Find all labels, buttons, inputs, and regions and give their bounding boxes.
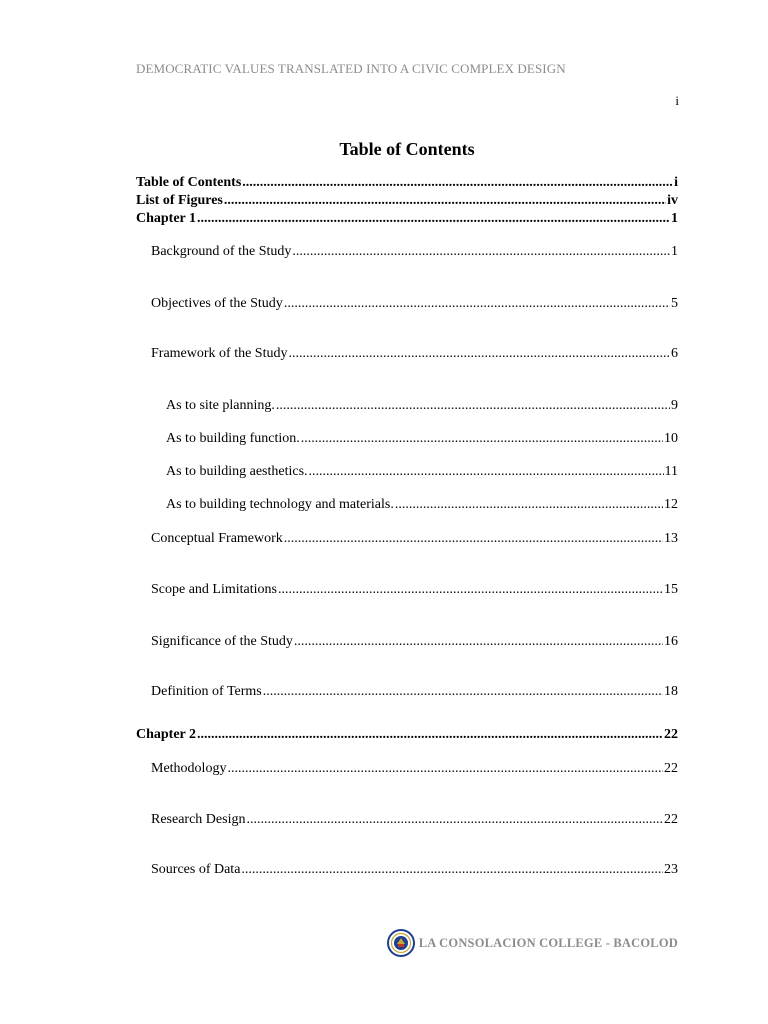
- toc-entry-scope-and-limitations[interactable]: [136, 582, 678, 600]
- toc-entry-chapter-2[interactable]: [136, 727, 678, 745]
- toc-entry-chapter-1[interactable]: [136, 211, 678, 229]
- toc-entry-definition-of-terms[interactable]: [136, 684, 678, 702]
- toc-entry-page: 22: [664, 761, 678, 776]
- toc-leader-dots: [241, 862, 663, 878]
- toc-entry-page: 23: [664, 862, 678, 877]
- toc-leader-dots: [276, 398, 670, 414]
- toc-entry-label: Background of the Study: [151, 244, 292, 259]
- toc-leader-dots: [227, 761, 663, 777]
- toc-leader-dots: [224, 193, 666, 209]
- toc-entry-label: As to building function.: [166, 431, 300, 446]
- toc-entry-objectives-of-the-study[interactable]: [136, 296, 678, 314]
- toc-entry-table-of-contents[interactable]: [136, 175, 678, 193]
- toc-entry-label: Research Design: [151, 812, 246, 827]
- college-seal-icon: [387, 929, 415, 957]
- toc-entry-label: Sources of Data: [151, 862, 241, 877]
- toc-entry-methodology[interactable]: [136, 761, 678, 779]
- toc-entry-page: 15: [664, 582, 678, 597]
- toc-entry-label: Scope and Limitations: [151, 582, 277, 597]
- toc-leader-dots: [309, 464, 664, 480]
- table-of-contents: [136, 0, 678, 1024]
- toc-entry-label: Conceptual Framework: [151, 531, 283, 546]
- toc-heading: Table of Contents: [339, 139, 475, 159]
- toc-entry-label: Significance of the Study: [151, 634, 293, 649]
- toc-entry-label: Framework of the Study: [151, 346, 288, 361]
- toc-entry-label: As to building aesthetics.: [166, 464, 308, 479]
- toc-leader-dots: [246, 812, 663, 828]
- toc-leader-dots: [288, 346, 670, 362]
- toc-entry-page: iv: [667, 193, 678, 208]
- toc-entry-page: 22: [664, 727, 678, 742]
- toc-entry-page: 5: [671, 296, 678, 311]
- toc-entry-sources-of-data[interactable]: [136, 862, 678, 880]
- toc-entry-label: Table of Contents: [136, 175, 242, 190]
- toc-entry-background-of-the-study[interactable]: [136, 244, 678, 262]
- toc-entry-label: Definition of Terms: [151, 684, 262, 699]
- toc-leader-dots: [263, 684, 663, 700]
- toc-entry-page: 18: [664, 684, 678, 699]
- toc-leader-dots: [292, 244, 670, 260]
- toc-entry-page: 16: [664, 634, 678, 649]
- toc-entry-building-function[interactable]: [136, 431, 678, 449]
- toc-entry-page: 9: [671, 398, 678, 413]
- college-name: LA CONSOLACION COLLEGE - BACOLOD: [418, 935, 678, 950]
- toc-entry-label: As to site planning.: [166, 398, 275, 413]
- toc-entry-label: List of Figures: [136, 193, 223, 208]
- toc-entry-label: Objectives of the Study: [151, 296, 283, 311]
- toc-entry-page: 12: [664, 497, 678, 512]
- toc-entry-page: i: [674, 175, 678, 190]
- toc-entry-page: 1: [671, 244, 678, 259]
- toc-entry-page: 11: [664, 464, 678, 479]
- toc-entry-conceptual-framework[interactable]: [136, 531, 678, 549]
- toc-entry-label: Chapter 1: [136, 211, 197, 226]
- toc-entry-label: Methodology: [151, 761, 227, 776]
- toc-entry-label: As to building technology and materials.: [166, 497, 394, 512]
- toc-entry-significance-of-the-study[interactable]: [136, 634, 678, 652]
- toc-entry-page: 13: [664, 531, 678, 546]
- toc-entry-framework-of-the-study[interactable]: [136, 346, 678, 364]
- toc-entry-building-technology[interactable]: [136, 497, 678, 515]
- document-running-title: DEMOCRATIC VALUES TRANSLATED INTO A CIVIC COMPLEX DESIGN: [136, 61, 566, 76]
- toc-leader-dots: [395, 497, 663, 513]
- toc-leader-dots: [294, 634, 663, 650]
- toc-leader-dots: [284, 531, 663, 547]
- toc-entry-page: 1: [671, 211, 678, 226]
- toc-leader-dots: [284, 296, 670, 312]
- toc-leader-dots: [197, 211, 670, 227]
- toc-leader-dots: [278, 582, 663, 598]
- page-number: i: [675, 93, 679, 108]
- toc-leader-dots: [242, 175, 673, 191]
- toc-entry-label: Chapter 2: [136, 727, 197, 742]
- toc-entry-list-of-figures[interactable]: [136, 193, 678, 211]
- toc-entry-page: 22: [664, 812, 678, 827]
- page-footer: [387, 928, 678, 958]
- toc-entry-page: 10: [664, 431, 678, 446]
- toc-entry-research-design[interactable]: [136, 812, 678, 830]
- toc-entry-page: 6: [671, 346, 678, 361]
- toc-entry-building-aesthetics[interactable]: [136, 464, 678, 482]
- toc-leader-dots: [197, 727, 663, 743]
- toc-leader-dots: [301, 431, 663, 447]
- toc-entry-site-planning[interactable]: [136, 398, 678, 416]
